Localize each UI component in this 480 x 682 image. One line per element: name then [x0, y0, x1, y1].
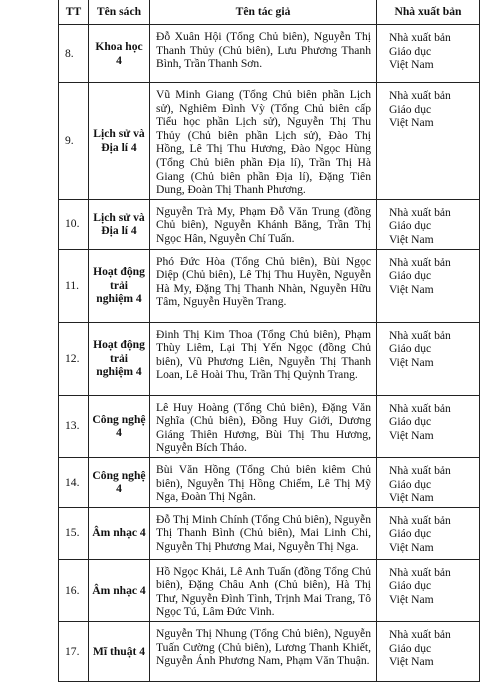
book-name: Lịch sử và Địa lí 4	[89, 199, 150, 249]
table-row	[59, 507, 480, 559]
publisher	[377, 507, 480, 559]
publisher-line: Việt Nam	[389, 592, 434, 606]
authors: Hồ Ngọc Khải, Lê Anh Tuấn (đồng Tổng Chủ biên), Đặng Châu Anh (Chủ biên), Hà Thị Thư, Nguyễn Đình Tình, Trịnh Mai Trang, Tô Ngọc Tú, Lâm Đức Vinh.	[150, 559, 377, 621]
table-row	[59, 25, 480, 83]
publisher-line: Việt Nam	[389, 116, 434, 130]
table-row	[59, 559, 480, 621]
table-row	[59, 199, 480, 249]
book-name: Âm nhạc 4	[89, 507, 150, 559]
publisher-line: Giáo dục	[389, 477, 432, 491]
publisher-line: Nhà xuất bản	[389, 328, 451, 342]
publisher-line: Giáo dục	[389, 527, 432, 541]
publisher-line: Giáo dục	[389, 415, 432, 429]
header-book-name: Tên sách	[89, 0, 150, 25]
book-name: Âm nhạc 4	[89, 559, 150, 621]
row-number: 13.	[59, 395, 89, 457]
publisher	[377, 83, 480, 200]
row-number: 14.	[59, 457, 89, 507]
publisher-line: Giáo dục	[389, 219, 432, 233]
book-name: Công nghệ 4	[89, 457, 150, 507]
book-name: Mĩ thuật 4	[89, 622, 150, 682]
row-number: 16.	[59, 559, 89, 621]
publisher	[377, 199, 480, 249]
publisher-line: Nhà xuất bản	[389, 31, 451, 44]
table-body	[59, 25, 480, 682]
book-name: Khoa học 4	[89, 25, 150, 83]
table-row	[59, 322, 480, 395]
table-row	[59, 249, 480, 322]
publisher	[377, 622, 480, 682]
publisher-line: Giáo dục	[389, 342, 432, 356]
publisher	[377, 457, 480, 507]
publisher-line: Việt Nam	[389, 540, 434, 554]
table-row	[59, 622, 480, 682]
table-row	[59, 395, 480, 457]
authors: Bùi Văn Hồng (Tổng Chủ biên kiêm Chủ biên), Nguyễn Thị Hồng Chiếm, Lê Thị Mỹ Nga, Đoàn Thị Ngân.	[150, 457, 377, 507]
row-number: 10.	[59, 199, 89, 249]
publisher-line: Việt Nam	[389, 491, 434, 505]
table-header-row	[59, 0, 480, 25]
authors: Đỗ Xuân Hội (Tổng Chủ biên), Nguyễn Thị Thanh Thủy (Chủ biên), Lưu Phương Thanh Bình, Trần Thanh Sơn.	[150, 25, 377, 83]
publisher-line: Giáo dục	[389, 102, 432, 116]
publisher-line: Nhà xuất bản	[389, 628, 451, 642]
header-publisher: Nhà xuất bản	[377, 0, 480, 25]
book-name: Hoạt động trải nghiệm 4	[89, 249, 150, 322]
publisher-line: Nhà xuất bản	[389, 565, 451, 579]
row-number: 17.	[59, 622, 89, 682]
book-name: Công nghệ 4	[89, 395, 150, 457]
row-number: 12.	[59, 322, 89, 395]
publisher-line: Nhà xuất bản	[389, 89, 451, 102]
row-number: 9.	[59, 83, 89, 200]
publisher-line: Giáo dục	[389, 44, 432, 58]
row-number: 15.	[59, 507, 89, 559]
authors: Đỗ Thị Minh Chính (Tổng Chủ biên), Nguyễn Thị Thanh Bình (Chủ biên), Mai Linh Chi, Nguyễn Thị Phương Mai, Nguyễn Thị Nga.	[150, 507, 377, 559]
publisher	[377, 25, 480, 83]
textbook-table	[58, 0, 480, 682]
row-number: 8.	[59, 25, 89, 83]
publisher-line: Việt Nam	[389, 232, 434, 246]
publisher-line: Việt Nam	[389, 58, 434, 72]
publisher-line: Nhà xuất bản	[389, 463, 451, 477]
book-name: Lịch sử và Địa lí 4	[89, 83, 150, 200]
publisher	[377, 395, 480, 457]
publisher-line: Việt Nam	[389, 428, 434, 442]
authors: Phó Đức Hòa (Tổng Chủ biên), Bùi Ngọc Diệp (Chủ biên), Lê Thị Thu Huyền, Nguyễn Hà My, Đặng Thị Thanh Nhàn, Nguyễn Hữu Tâm, Nguyễn Huyền Trang.	[150, 249, 377, 322]
header-tt: TT	[59, 0, 89, 25]
publisher-line: Giáo dục	[389, 579, 432, 593]
publisher-line: Giáo dục	[389, 641, 432, 655]
authors: Vũ Minh Giang (Tổng Chủ biên phần Lịch sử), Nghiêm Đình Vỳ (Tổng Chủ biên cấp Tiểu học phần Lịch sử), Nguyễn Thị Thu Thủy (Chủ biên phần Lịch sử), Đào Thị Hồng, Lê Thị Thu Hương, Đào Ngọc Hùng (Tổng Chủ biên phần Địa lí), Trần Thị Hà Giang (Chủ biên phần Địa lí), Đặng Tiên Dung, Đoàn Thị Thanh Phương.	[150, 83, 377, 200]
book-name: Hoạt động trải nghiệm 4	[89, 322, 150, 395]
publisher-line: Nhà xuất bản	[389, 513, 451, 527]
table-row	[59, 457, 480, 507]
publisher	[377, 559, 480, 621]
publisher-line: Nhà xuất bản	[389, 401, 451, 415]
publisher-line: Nhà xuất bản	[389, 255, 451, 269]
authors: Lê Huy Hoàng (Tổng Chủ biên), Đặng Văn Nghĩa (Chủ biên), Đồng Huy Giới, Dương Giáng Thiên Hương, Bùi Thị Thu Hương, Nguyễn Bích Thảo.	[150, 395, 377, 457]
table-row	[59, 83, 480, 200]
publisher-line: Giáo dục	[389, 269, 432, 283]
publisher-line: Nhà xuất bản	[389, 205, 451, 219]
authors: Nguyễn Thị Nhung (Tổng Chủ biên), Nguyễn Tuấn Cường (Chủ biên), Lương Thanh Khiết, Nguyễn Ánh Phương Nam, Phạm Văn Thuận.	[150, 622, 377, 682]
publisher-line: Việt Nam	[389, 282, 434, 296]
authors: Đinh Thị Kim Thoa (Tổng Chủ biên), Phạm Thùy Liêm, Lại Thị Yến Ngọc (đồng Chủ biên), Vũ Phương Liên, Nguyễn Thị Thanh Loan, Lê Hoài Thu, Trần Thị Quỳnh Trang.	[150, 322, 377, 395]
publisher	[377, 249, 480, 322]
header-authors: Tên tác giả	[150, 0, 377, 25]
publisher-line: Việt Nam	[389, 655, 434, 669]
publisher	[377, 322, 480, 395]
row-number: 11.	[59, 249, 89, 322]
publisher-line: Việt Nam	[389, 355, 434, 369]
authors: Nguyễn Trà My, Phạm Đỗ Văn Trung (đồng Chủ biên), Nguyễn Khánh Băng, Trần Thị Ngọc Hân, Nguyễn Chí Tuấn.	[150, 199, 377, 249]
